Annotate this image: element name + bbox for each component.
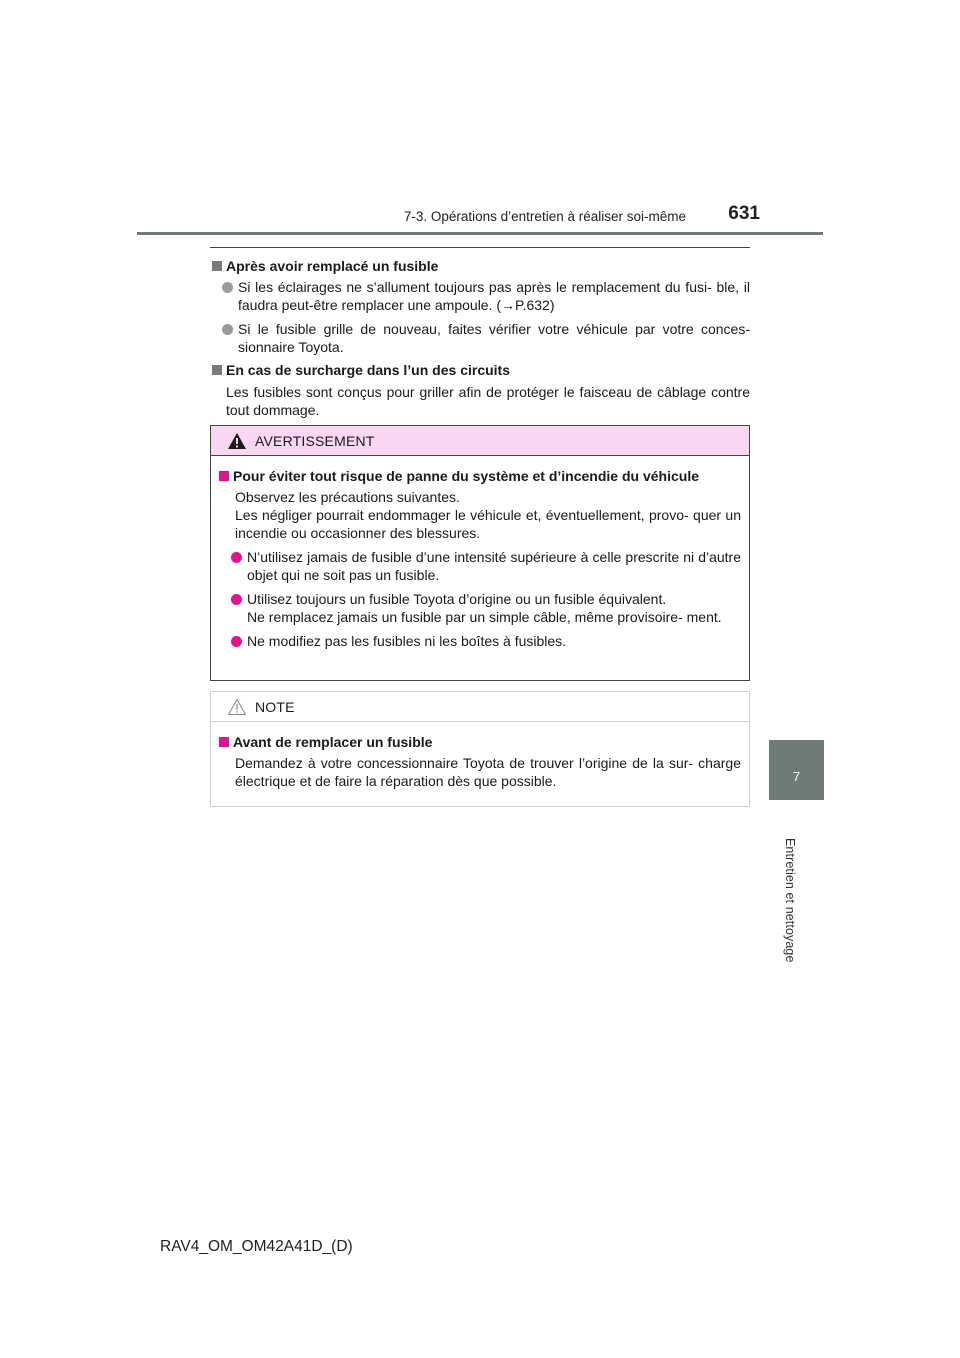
- list-item-text: Si les éclairages ne s’allument toujours pas après le remplacement du fusi- ble, il faudra peut-être remplacer une ampoule. (→P.632): [238, 279, 750, 313]
- warning-body: [211, 456, 749, 650]
- square-bullet-icon: [212, 365, 222, 375]
- main-content: [210, 247, 750, 419]
- list-item-text: Ne modifiez pas les fusibles ni les boîtes à fusibles.: [247, 633, 567, 649]
- warning-triangle-icon: [227, 432, 247, 450]
- note-header: [211, 692, 749, 722]
- bullet-dot-icon: [222, 282, 233, 293]
- list-item-text: Si le fusible grille de nouveau, faites vérifier votre véhicule par votre conces- sionnaire Toyota.: [238, 321, 750, 355]
- section-paragraph: Les fusibles sont conçus pour griller afin de protéger le faisceau de câblage contre tout dommage.: [226, 384, 750, 418]
- bullet-dot-icon: [222, 324, 233, 335]
- content-divider: [210, 247, 750, 248]
- note-title-text: Avant de remplacer un fusible: [233, 734, 433, 750]
- list-item-line: Utilisez toujours un fusible Toyota d’origine ou un fusible équivalent.: [247, 591, 667, 607]
- section-title: 7-3. Opérations d’entretien à réaliser soi-même: [403, 209, 686, 224]
- list-item: [231, 632, 741, 650]
- section-heading-text: Après avoir remplacé un fusible: [226, 258, 439, 274]
- warning-intro-line: Observez les précautions suivantes.: [235, 489, 460, 505]
- list-item: [231, 590, 741, 626]
- list-item: [222, 320, 750, 356]
- section-heading-text: En cas de surcharge dans l’un des circuits: [226, 362, 510, 378]
- section-heading: [210, 361, 750, 379]
- square-bullet-icon: [219, 471, 229, 481]
- warning-header: [211, 426, 749, 456]
- list-item: [231, 548, 741, 584]
- bullet-dot-icon: [231, 594, 242, 605]
- list-item-text: [247, 590, 741, 626]
- page-number: 631: [728, 203, 760, 224]
- chapter-tab: [769, 740, 824, 800]
- warning-box: [210, 425, 750, 681]
- list-item: [222, 278, 750, 314]
- list-item-text: N’utilisez jamais de fusible d’une intensité supérieure à celle prescrite ni d’autre objet qui ne soit pas un fusible.: [247, 549, 741, 583]
- bullet-dot-icon: [231, 636, 242, 647]
- document-code: RAV4_OM_OM42A41D_(D): [160, 1238, 353, 1255]
- note-body: [211, 722, 749, 790]
- warning-intro-text: Les négliger pourrait endommager le véhicule et, éventuellement, provo- quer un incendie ou occasionner des blessures.: [235, 507, 741, 541]
- section-heading: [210, 257, 750, 275]
- bullet-dot-icon: [231, 552, 242, 563]
- note-text: Demandez à votre concessionnaire Toyota de trouver l’origine de la sur- charge électrique et de faire la réparation dès que possible.: [235, 755, 741, 789]
- warning-heading-text: AVERTISSEMENT: [255, 432, 375, 449]
- note-heading-text: NOTE: [255, 698, 295, 715]
- chapter-number: 7: [792, 769, 801, 784]
- note-box: [210, 691, 750, 807]
- square-bullet-icon: [219, 737, 229, 747]
- header-divider: [137, 232, 823, 235]
- page-header: [0, 0, 960, 240]
- chapter-label: Entretien et nettoyage: [783, 838, 797, 963]
- list-item-line: Ne remplacez jamais un fusible par un simple câble, même provisoire- ment.: [247, 609, 722, 625]
- note-title: [217, 733, 741, 751]
- warning-title: [217, 467, 741, 485]
- square-bullet-icon: [212, 261, 222, 271]
- caution-triangle-outline-icon: [227, 698, 247, 716]
- warning-title-text: Pour éviter tout risque de panne du système et d’incendie du véhicule: [233, 468, 699, 484]
